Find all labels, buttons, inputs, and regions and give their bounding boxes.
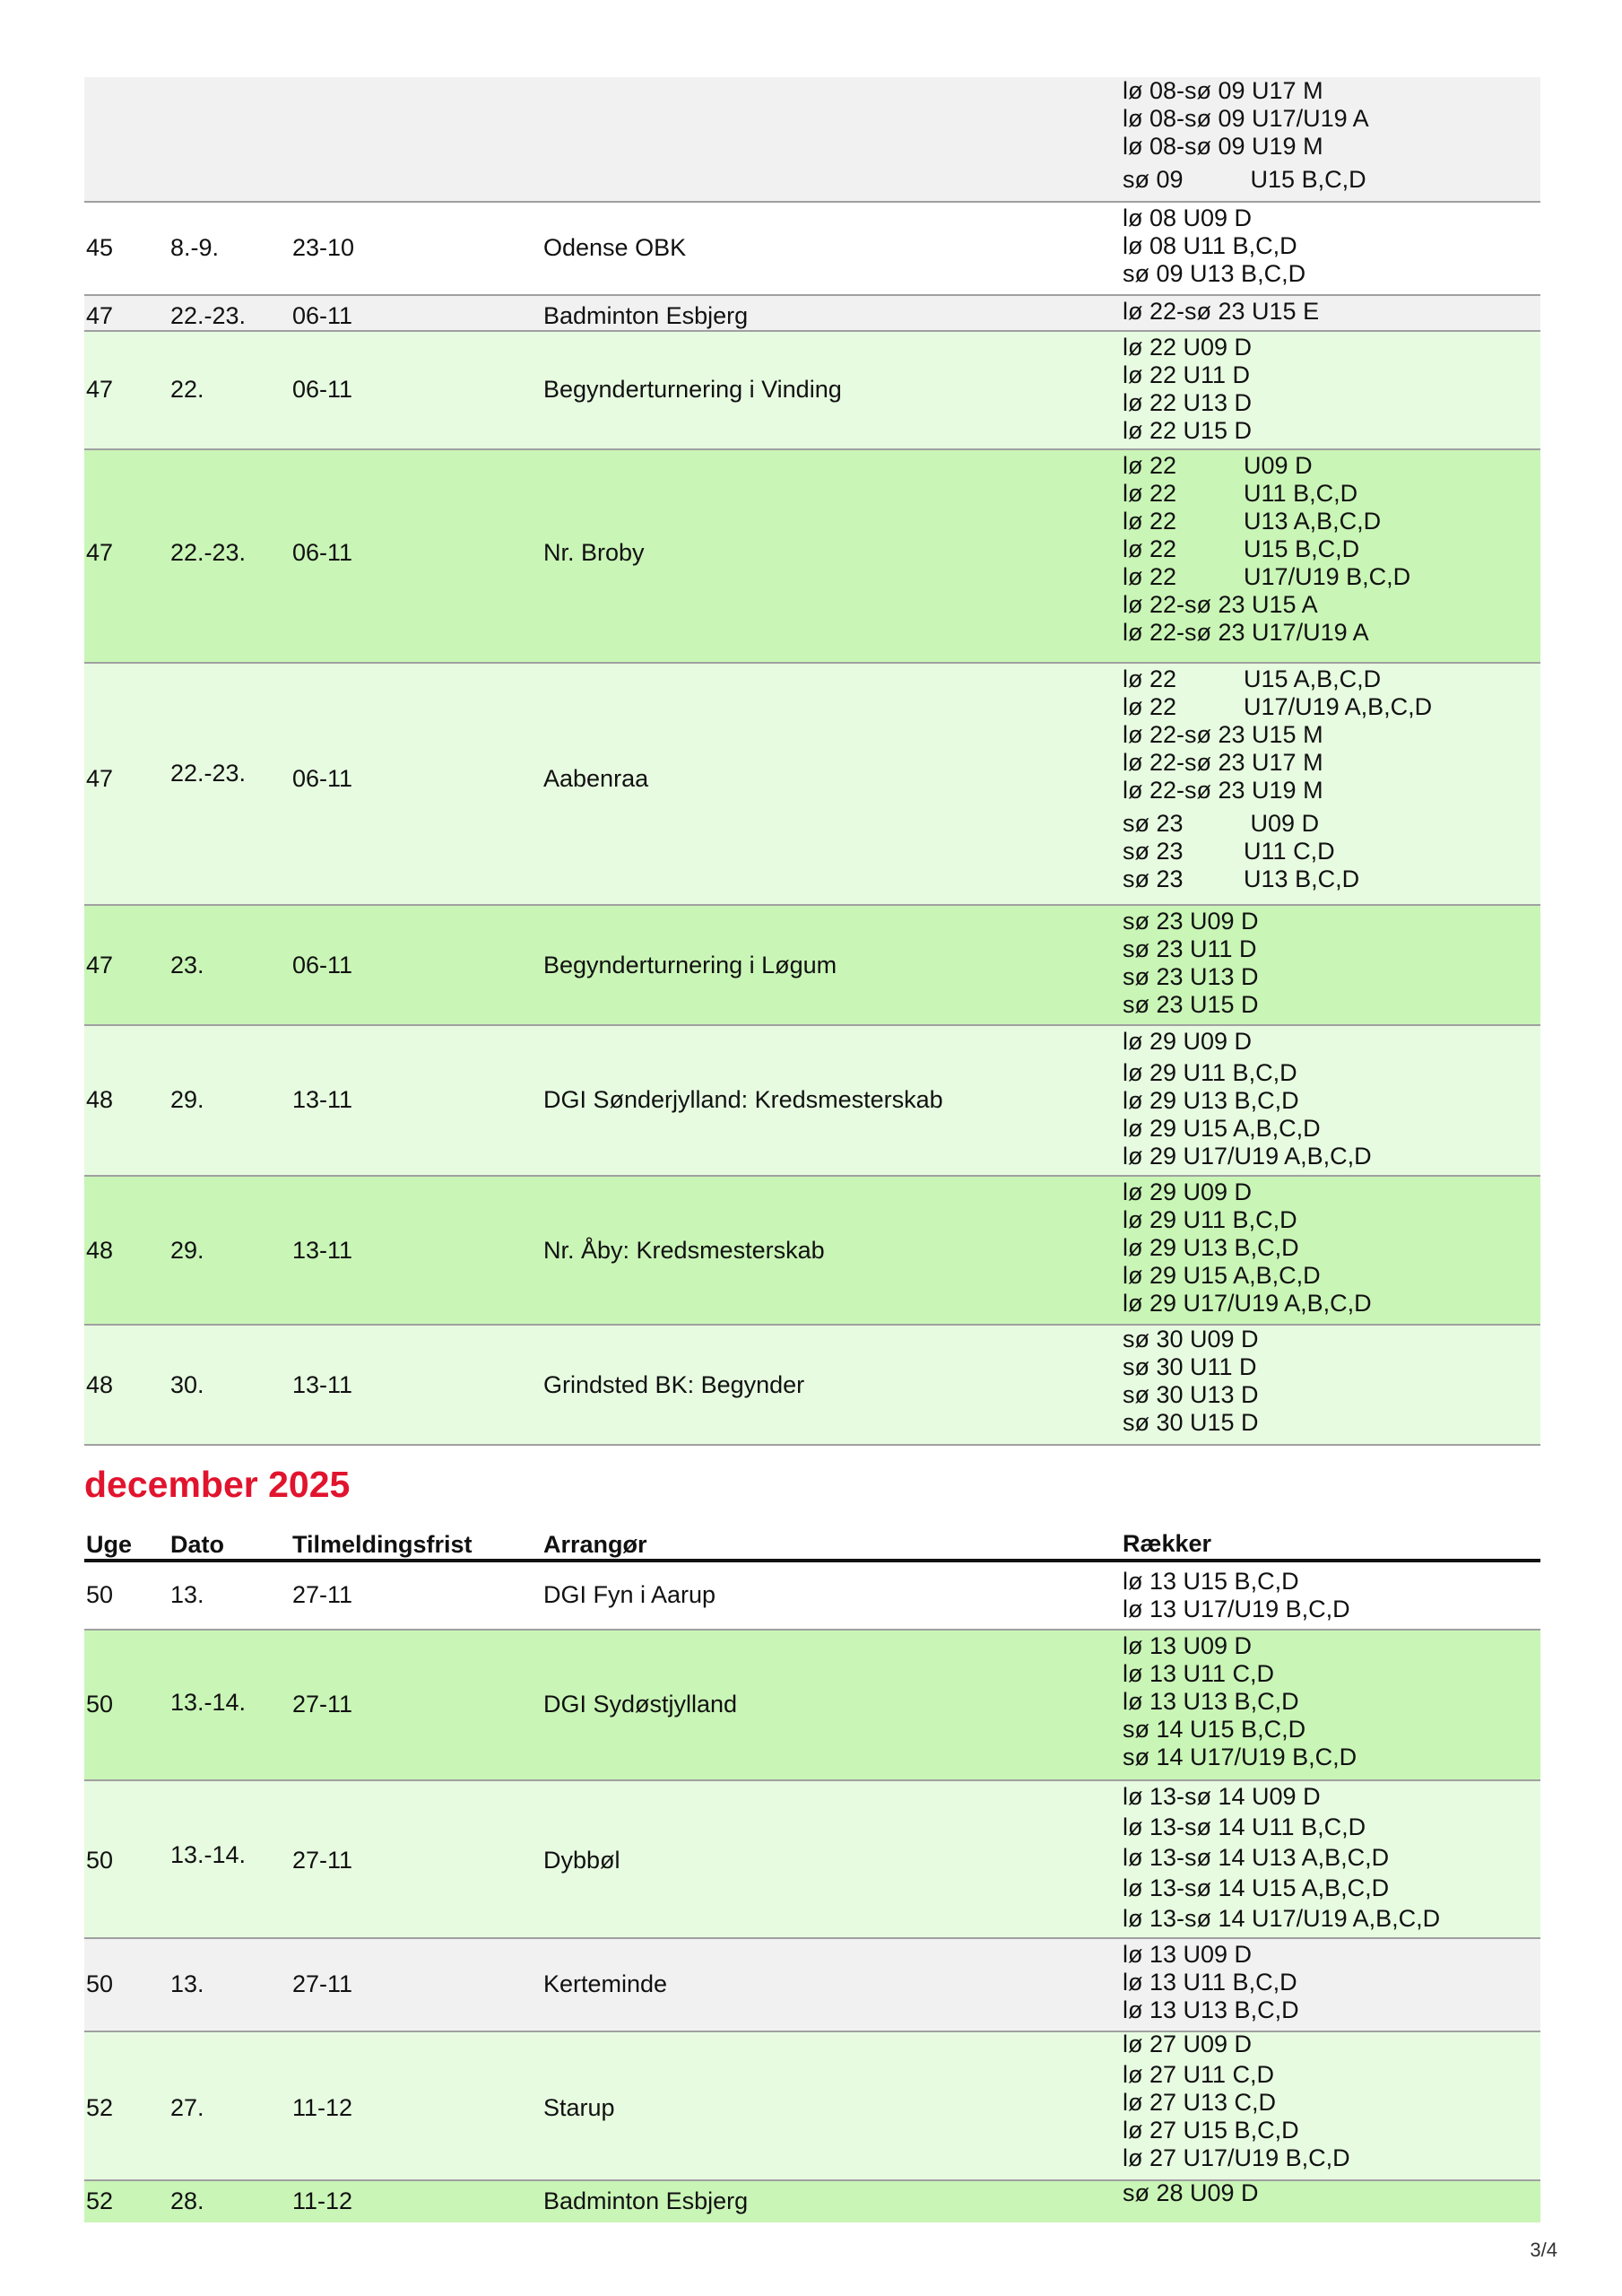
table-row	[84, 906, 1540, 1026]
frist-cell: 27-11	[292, 1970, 353, 1997]
uge-cell: 47	[86, 376, 114, 403]
uge-cell: 47	[86, 302, 114, 329]
dato-cell: 8.-9.	[170, 234, 220, 261]
frist-cell: 13-11	[292, 1237, 353, 1264]
table-row	[84, 1631, 1540, 1781]
frist-cell: 13-11	[292, 1086, 353, 1113]
uge-cell: 52	[86, 2187, 114, 2214]
arrangor-cell: Badminton Esbjerg	[543, 2187, 749, 2214]
table-row	[84, 450, 1540, 664]
dato-cell: 13.	[170, 1581, 204, 1608]
frist-cell: 27-11	[292, 1581, 353, 1608]
header-dato: Dato	[170, 1531, 224, 1558]
arrangor-cell: DGI Sønderjylland: Kredsmesterskab	[543, 1086, 943, 1113]
dato-cell: 22.-23.	[170, 539, 247, 566]
frist-cell: 27-11	[292, 1847, 353, 1874]
uge-cell: 47	[86, 539, 114, 566]
raekker-cell: lø 22 U15 A,B,C,D lø 22 U17/U19 A,B,C,D lø 22-sø 23 U15 M lø 22-sø 23 U17 M lø 22-sø 23 U19 M sø 23 U09 D sø 23 U11 C,D sø 23 U13 B,C,D	[1123, 665, 1433, 892]
arrangor-cell: Dybbøl	[543, 1847, 620, 1874]
uge-cell: 48	[86, 1371, 114, 1398]
raekker-cell: lø 22 U09 D lø 22 U11 B,C,D lø 22 U13 A,B,C,D lø 22 U15 B,C,D lø 22 U17/U19 B,C,D lø 22-sø 23 U15 A lø 22-sø 23 U17/U19 A	[1123, 452, 1411, 646]
dato-cell: 13.-14.	[170, 1689, 247, 1716]
raekker-cell: lø 27 U09 D lø 27 U11 C,D lø 27 U13 C,D lø 27 U15 B,C,D lø 27 U17/U19 B,C,D	[1123, 2031, 1350, 2171]
raekker-cell: lø 29 U09 D lø 29 U11 B,C,D lø 29 U13 B,C,D lø 29 U15 A,B,C,D lø 29 U17/U19 A,B,C,D	[1123, 1028, 1372, 1170]
table-row	[84, 332, 1540, 450]
frist-cell: 06-11	[292, 765, 353, 792]
table-row	[84, 203, 1540, 296]
uge-cell: 47	[86, 765, 114, 792]
table-row	[84, 1781, 1540, 1939]
arrangor-cell: Grindsted BK: Begynder	[543, 1371, 805, 1398]
raekker-cell: sø 28 U09 D	[1123, 2179, 1259, 2206]
dato-cell: 23.	[170, 952, 204, 978]
frist-cell: 06-11	[292, 952, 353, 978]
dato-cell: 28.	[170, 2187, 204, 2214]
table-row	[84, 1939, 1540, 2032]
dato-cell: 22.-23.	[170, 760, 247, 787]
arrangor-cell: Begynderturnering i Vinding	[543, 376, 842, 403]
header-uge: Uge	[86, 1531, 133, 1558]
arrangor-cell: Begynderturnering i Løgum	[543, 952, 837, 978]
uge-cell: 50	[86, 1691, 114, 1718]
raekker-cell: lø 13 U09 D lø 13 U11 B,C,D lø 13 U13 B,C,D	[1123, 1941, 1299, 2023]
uge-cell: 50	[86, 1970, 114, 1997]
arrangor-cell: Nr. Broby	[543, 539, 645, 566]
arrangor-cell: Nr. Åby: Kredsmesterskab	[543, 1237, 825, 1264]
frist-cell: 13-11	[292, 1371, 353, 1398]
arrangor-cell: Kerteminde	[543, 1970, 668, 1997]
dato-cell: 13.	[170, 1970, 204, 1997]
dato-cell: 27.	[170, 2094, 204, 2121]
arrangor-cell: Aabenraa	[543, 765, 649, 792]
raekker-cell: lø 08 U09 D lø 08 U11 B,C,D sø 09 U13 B,C,D	[1123, 204, 1306, 287]
frist-cell: 06-11	[292, 302, 353, 329]
dato-cell: 30.	[170, 1371, 204, 1398]
table-row	[84, 2181, 1540, 2222]
arrangor-cell: Starup	[543, 2094, 615, 2121]
frist-cell: 06-11	[292, 376, 353, 403]
uge-cell: 52	[86, 2094, 114, 2121]
table-row	[84, 1177, 1540, 1326]
uge-cell: 50	[86, 1847, 114, 1874]
table-row	[84, 664, 1540, 906]
uge-cell: 45	[86, 234, 114, 261]
dato-cell: 29.	[170, 1237, 204, 1264]
raekker-cell: lø 13 U09 D lø 13 U11 C,D lø 13 U13 B,C,D sø 14 U15 B,C,D sø 14 U17/U19 B,C,D	[1123, 1632, 1357, 1770]
raekker-cell: lø 29 U09 D lø 29 U11 B,C,D lø 29 U13 B,C,D lø 29 U15 A,B,C,D lø 29 U17/U19 A,B,C,D	[1123, 1178, 1372, 1317]
dato-cell: 29.	[170, 1086, 204, 1113]
arrangor-cell: Odense OBK	[543, 234, 687, 261]
header-frist: Tilmeldingsfrist	[292, 1531, 473, 1558]
raekker-cell: lø 13-sø 14 U09 D lø 13-sø 14 U11 B,C,D lø 13-sø 14 U13 A,B,C,D lø 13-sø 14 U15 A,B,C,D lø 13-sø 14 U17/U19 A,B,C,D	[1123, 1783, 1441, 1932]
arrangor-cell: DGI Sydøstjylland	[543, 1691, 738, 1718]
raekker-cell: lø 22-sø 23 U15 E	[1123, 298, 1320, 325]
header-arrangor: Arrangør	[543, 1531, 647, 1558]
arrangor-cell: DGI Fyn i Aarup	[543, 1581, 716, 1608]
table-row	[84, 77, 1540, 203]
table-row	[84, 1026, 1540, 1177]
arrangor-cell: Badminton Esbjerg	[543, 302, 749, 329]
table-header	[84, 1526, 1540, 1562]
table-row	[84, 2032, 1540, 2181]
header-raekker: Rækker	[1123, 1530, 1212, 1557]
page-number: 3/4	[1530, 2239, 1557, 2261]
table-row	[84, 296, 1540, 332]
frist-cell: 06-11	[292, 539, 353, 566]
uge-cell: 48	[86, 1086, 114, 1113]
month-heading: december 2025	[84, 1464, 351, 1505]
dato-cell: 22.	[170, 376, 204, 403]
uge-cell: 50	[86, 1581, 114, 1608]
table-row	[84, 1566, 1540, 1631]
raekker-cell: sø 23 U09 D sø 23 U11 D sø 23 U13 D sø 23 U15 D	[1123, 908, 1259, 1018]
dato-cell: 22.-23.	[170, 302, 247, 329]
raekker-cell: lø 08-sø 09 U17 M lø 08-sø 09 U17/U19 A lø 08-sø 09 U19 M sø 09 U15 B,C,D	[1123, 77, 1369, 193]
frist-cell: 11-12	[292, 2094, 353, 2121]
uge-cell: 47	[86, 952, 114, 978]
raekker-cell: lø 13 U15 B,C,D lø 13 U17/U19 B,C,D	[1123, 1568, 1350, 1622]
raekker-cell: sø 30 U09 D sø 30 U11 D sø 30 U13 D sø 30 U15 D	[1123, 1326, 1259, 1436]
dato-cell: 13.-14.	[170, 1841, 247, 1868]
frist-cell: 11-12	[292, 2187, 353, 2214]
uge-cell: 48	[86, 1237, 114, 1264]
frist-cell: 23-10	[292, 234, 355, 261]
table-row	[84, 1326, 1540, 1446]
raekker-cell: lø 22 U09 D lø 22 U11 D lø 22 U13 D lø 22 U15 D	[1123, 334, 1253, 444]
frist-cell: 27-11	[292, 1691, 353, 1718]
